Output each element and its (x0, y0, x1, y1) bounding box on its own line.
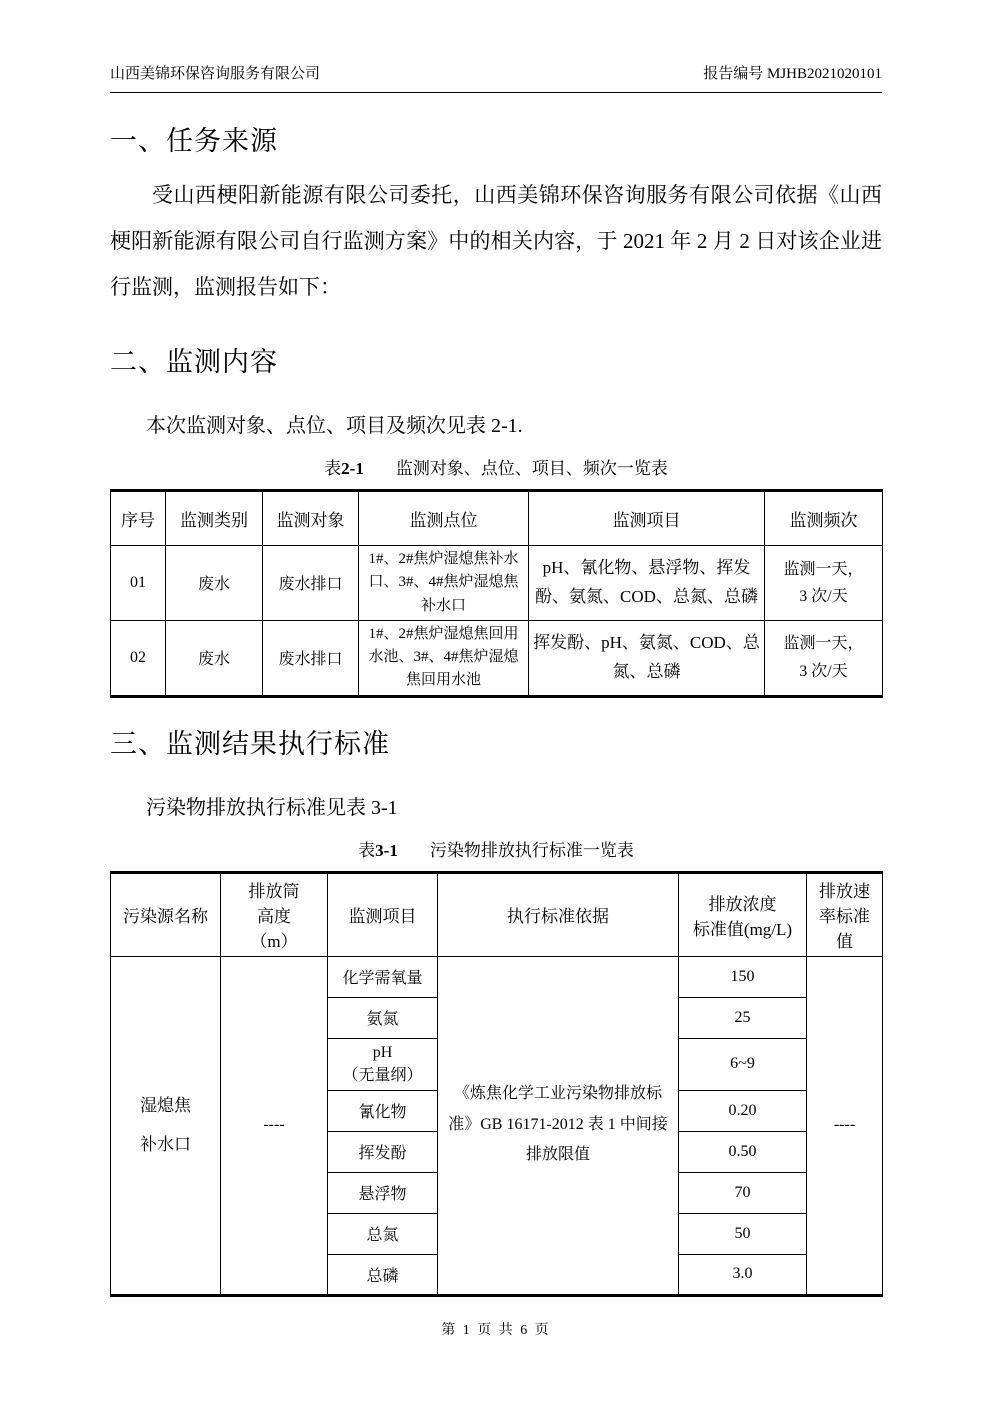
column-header-point: 监测点位 (359, 491, 529, 546)
cell-category: 废水 (166, 620, 263, 696)
table-row (111, 546, 883, 621)
table3-caption-text: 污染物排放执行标准一览表 (429, 840, 634, 860)
page-header (110, 0, 882, 93)
column-header-source: 污染源名称 (111, 872, 221, 956)
cell-category: 废水 (166, 546, 263, 621)
section3-intro: 污染物排放执行标准见表 3-1 (146, 796, 398, 819)
column-header-frequency: 监测频次 (765, 491, 883, 546)
table3-caption (110, 836, 882, 861)
monitoring-content-table (110, 489, 883, 698)
cell-item: pH （无量纲） (328, 1038, 438, 1090)
cell-standard-basis: 《炼焦化学工业污染物排放标准》GB 16171-2012 表 1 中间接排放限值 (438, 956, 679, 1295)
cell-items: 挥发酚、pH、氨氮、COD、总氮、总磷 (529, 620, 765, 696)
column-header-rate: 排放速 率标准 值 (807, 872, 883, 956)
cell-point: 1#、2#焦炉湿熄焦补水口、3#、4#焦炉湿熄焦补水口 (359, 546, 529, 621)
cell-limit-value: 150 (679, 956, 807, 997)
column-header-concentration: 排放浓度 标准值(mg/L) (679, 872, 807, 956)
cell-frequency: 监测一天， 3 次/天 (765, 620, 883, 696)
cell-seq: 01 (111, 546, 166, 621)
table2-caption-text: 监测对象、点位、项目、频次一览表 (395, 459, 668, 478)
cell-seq: 02 (111, 620, 166, 696)
section2-title: 二、监测内容 (110, 347, 278, 377)
cell-object: 废水排口 (263, 620, 359, 696)
section1-paragraph: 受山西梗阳新能源有限公司委托，山西美锦环保咨询服务有限公司依据《山西梗阳新能源有限公司自行监测方案》中的相关内容，于 2021 年 2 月 2 日对该企业进行监测，监测报告如下： (110, 183, 882, 299)
column-header-object: 监测对象 (263, 491, 359, 546)
column-header-items: 监测项目 (529, 491, 765, 546)
cell-limit-value: 25 (679, 997, 807, 1038)
discharge-standard-table (110, 871, 883, 1297)
table3-header-row (111, 872, 883, 956)
cell-items: pH、氰化物、悬浮物、挥发酚、氨氮、COD、总氮、总磷 (529, 546, 765, 621)
section2-intro: 本次监测对象、点位、项目及频次见表 2-1. (146, 415, 523, 437)
column-header-stack-height: 排放筒 高度 （m） (221, 872, 328, 956)
section1-title: 一、任务来源 (110, 126, 278, 156)
table-row (111, 620, 883, 696)
cell-rate-value: ---- (807, 956, 883, 1295)
cell-item: 总磷 (328, 1254, 438, 1295)
column-header-item: 监测项目 (328, 872, 438, 956)
cell-source-name: 湿熄焦 补水口 (111, 956, 221, 1295)
cell-limit-value: 0.20 (679, 1090, 807, 1131)
report-number: 报告编号 MJHB2021020101 (703, 66, 882, 82)
table3-caption-prefix: 表 (358, 840, 376, 860)
table2-caption-number: 2-1 (341, 459, 364, 478)
cell-item: 化学需氧量 (328, 956, 438, 997)
cell-item: 挥发酚 (328, 1131, 438, 1172)
column-header-category: 监测类别 (166, 491, 263, 546)
cell-item: 悬浮物 (328, 1172, 438, 1213)
table2-caption (110, 454, 882, 479)
section3-title: 三、监测结果执行标准 (110, 728, 390, 759)
cell-object: 废水排口 (263, 546, 359, 621)
table2-header-row (111, 491, 883, 546)
column-header-seq: 序号 (111, 491, 166, 546)
cell-limit-value: 6~9 (679, 1038, 807, 1090)
table2-caption-prefix: 表 (324, 459, 342, 478)
cell-item: 氨氮 (328, 997, 438, 1038)
cell-limit-value: 0.50 (679, 1131, 807, 1172)
cell-frequency: 监测一天， 3 次/天 (765, 546, 883, 621)
company-name: 山西美锦环保咨询服务有限公司 (110, 66, 321, 82)
cell-item: 总氮 (328, 1213, 438, 1254)
column-header-standard: 执行标准依据 (438, 872, 679, 956)
cell-limit-value: 3.0 (679, 1254, 807, 1295)
table3-caption-number: 3-1 (375, 840, 398, 860)
cell-item: 氰化物 (328, 1090, 438, 1131)
cell-limit-value: 70 (679, 1172, 807, 1213)
page-number: 第 1 页 共 6 页 (441, 1322, 551, 1338)
cell-point: 1#、2#焦炉湿熄焦回用水池、3#、4#焦炉湿熄焦回用水池 (359, 620, 529, 696)
cell-limit-value: 50 (679, 1213, 807, 1254)
table-row (111, 956, 883, 997)
cell-stack-height: ---- (221, 956, 328, 1295)
